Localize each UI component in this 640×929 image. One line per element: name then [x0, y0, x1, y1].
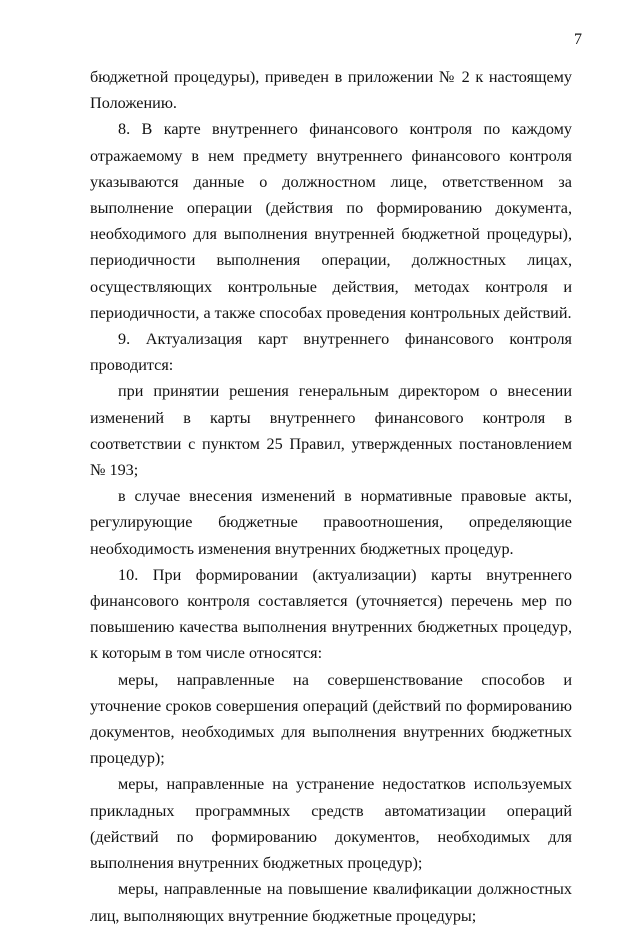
document-body	[90, 64, 572, 929]
paragraph-item-9: 9. Актуализация карт внутреннего финансового контроля проводится:	[90, 330, 572, 375]
paragraph-item-10: 10. При формировании (актуализации) карты внутреннего финансового контроля составляется (уточняется) перечень мер по повышению качества выполнения внутренних бюджетных процедур, к которым в том числе относятся:	[90, 565, 572, 663]
paragraph-measure-1: меры, направленные на совершенствование способов и уточнение сроков совершения операций (действий по формированию документов, необходимых для выполнения внутренних бюджетных процедур);	[90, 670, 572, 768]
page-number: 7	[574, 31, 582, 48]
paragraph-measure-2: меры, направленные на устранение недостатков используемых прикладных программных средств автоматизации операций (действий по формированию документов, необходимых для выполнения внутренних бюджетных процедур);	[90, 775, 572, 873]
paragraph-item-9-case-1: при принятии решения генеральным директором о внесении изменений в карты внутреннего финансового контроля в соответствии с пунктом 25 Правил, утвержденных постановлением № 193;	[90, 382, 572, 480]
paragraph-item-9-case-2: в случае внесения изменений в нормативные правовые акты, регулирующие бюджетные правоотношения, определяющие необходимость изменения внутренних бюджетных процедур.	[90, 487, 572, 558]
paragraph-continuation: бюджетной процедуры), приведен в приложении № 2 к настоящему Положению.	[90, 68, 572, 113]
paragraph-measure-3: меры, направленные на повышение квалификации должностных лиц, выполняющих внутренние бюджетные процедуры;	[90, 880, 572, 925]
paragraph-item-8: 8. В карте внутреннего финансового контроля по каждому отражаемому в нем предмету внутреннего финансового контроля указываются данные о должностном лице, ответственном за выполнение операции (действия по формированию документа, необходимого для выполнения внутренней бюджетной процедуры), периодичности выполнения операции, должностных лицах, осуществляющих контрольные действия, методах контроля и периодичности, а также способах проведения контрольных действий.	[90, 120, 572, 322]
